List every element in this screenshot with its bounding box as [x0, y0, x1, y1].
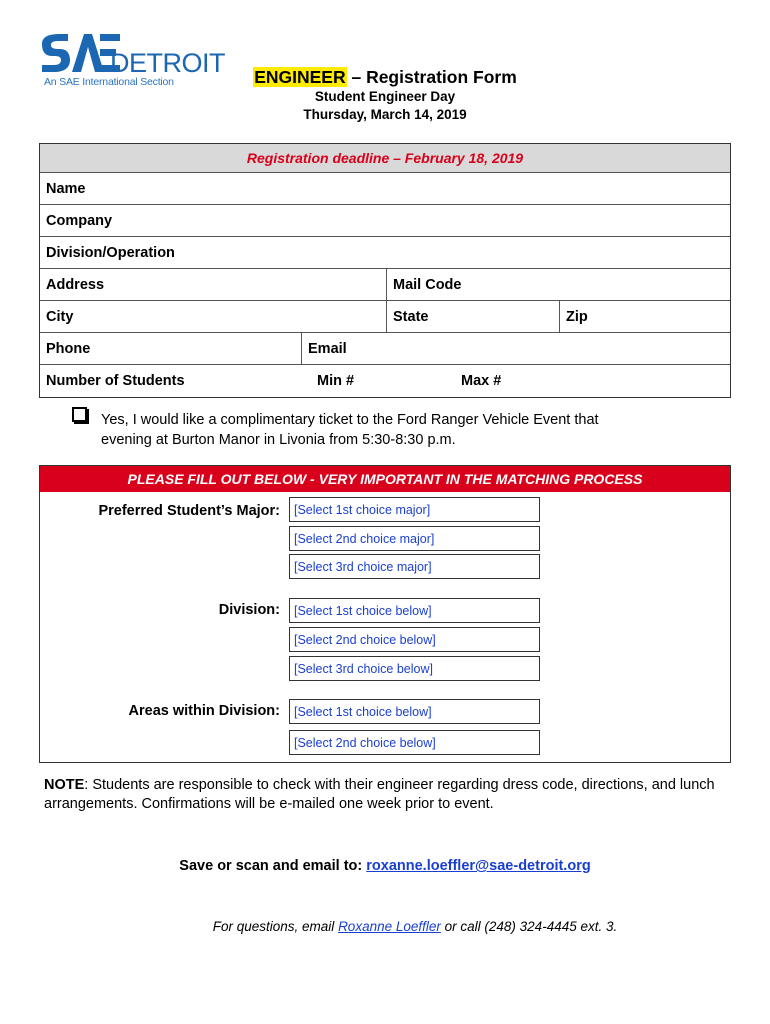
- areas-label: Areas within Division:: [128, 703, 280, 719]
- name-row[interactable]: [40, 173, 730, 205]
- phone-row: [40, 333, 730, 365]
- logo-tagline: An SAE International Section: [44, 76, 174, 88]
- note-paragraph: [44, 776, 734, 814]
- matching-section: [39, 465, 731, 763]
- zip-field[interactable]: Zip: [559, 301, 730, 332]
- division-select-2[interactable]: [Select 2nd choice below]: [289, 627, 540, 652]
- name-field[interactable]: Name: [46, 180, 86, 197]
- state-field[interactable]: State: [386, 301, 559, 332]
- division-select-1[interactable]: [Select 1st choice below]: [289, 598, 540, 623]
- areas-select-1[interactable]: [Select 1st choice below]: [289, 699, 540, 724]
- address-row: [40, 269, 730, 301]
- areas-select-2[interactable]: [Select 2nd choice below]: [289, 730, 540, 755]
- number-of-students-label: Number of Students: [46, 373, 185, 389]
- form-title: [0, 67, 770, 88]
- deadline-banner: [40, 144, 730, 173]
- ticket-checkbox[interactable]: [72, 407, 87, 422]
- email-field[interactable]: Email: [301, 333, 730, 364]
- registration-deadline: Registration deadline – February 18, 2019: [246, 150, 524, 166]
- matching-heading: PLEASE FILL OUT BELOW - VERY IMPORTANT IN THE MATCHING PROCESS: [127, 471, 643, 487]
- major-select-3[interactable]: [Select 3rd choice major]: [289, 554, 540, 579]
- questions-prefix: For questions, email: [212, 919, 339, 934]
- save-instructions: [0, 858, 770, 874]
- division-operation-field[interactable]: Division/Operation: [46, 244, 175, 261]
- company-field[interactable]: Company: [46, 212, 113, 229]
- ticket-text: [101, 410, 661, 450]
- city-field[interactable]: City: [46, 308, 74, 325]
- mail-code-field[interactable]: Mail Code: [386, 269, 730, 300]
- students-row: [40, 365, 730, 397]
- min-students-field[interactable]: Min #: [317, 373, 355, 389]
- city-row: [40, 301, 730, 333]
- logo-mark-text: SAE: [40, 34, 43, 35]
- note-label: NOTE: [44, 777, 85, 793]
- division-select-3[interactable]: [Select 3rd choice below]: [289, 656, 540, 681]
- event-name: Student Engineer Day: [314, 89, 456, 104]
- form-header: [0, 67, 770, 124]
- contact-name-link[interactable]: Roxanne Loeffler: [338, 919, 441, 934]
- ticket-line-2: evening at Burton Manor in Livonia from 5:30-8:30 p.m.: [101, 432, 456, 448]
- questions-line: [0, 919, 770, 934]
- phone-field[interactable]: Phone: [46, 340, 91, 357]
- title-rest: – Registration Form: [346, 67, 517, 87]
- max-students-field[interactable]: Max #: [461, 373, 502, 389]
- division-label: Division:: [218, 602, 280, 618]
- event-date: Thursday, March 14, 2019: [303, 107, 467, 122]
- logo-wordmark: DETROIT: [110, 48, 225, 78]
- division-row[interactable]: [40, 237, 730, 269]
- ticket-line-1: Yes, I would like a complimentary ticket to the Ford Ranger Vehicle Event that: [101, 412, 599, 428]
- address-field[interactable]: Address: [46, 276, 105, 293]
- major-label: Preferred Student’s Major:: [98, 503, 280, 519]
- submit-email-link[interactable]: roxanne.loeffler@sae-detroit.org: [366, 858, 591, 874]
- matching-header: [40, 466, 730, 492]
- note-text: : Students are responsible to check with their engineer regarding dress code, directions, and lunch arrangements. Confirmations will be e-mailed one week prior to event.: [44, 777, 715, 812]
- major-select-1[interactable]: [Select 1st choice major]: [289, 497, 540, 522]
- contact-info-table: [39, 143, 731, 398]
- company-row[interactable]: [40, 205, 730, 237]
- major-select-2[interactable]: [Select 2nd choice major]: [289, 526, 540, 551]
- save-prefix: Save or scan and email to:: [179, 858, 367, 874]
- title-highlight: ENGINEER: [254, 67, 346, 87]
- questions-suffix: or call (248) 324-4445 ext. 3.: [440, 919, 618, 934]
